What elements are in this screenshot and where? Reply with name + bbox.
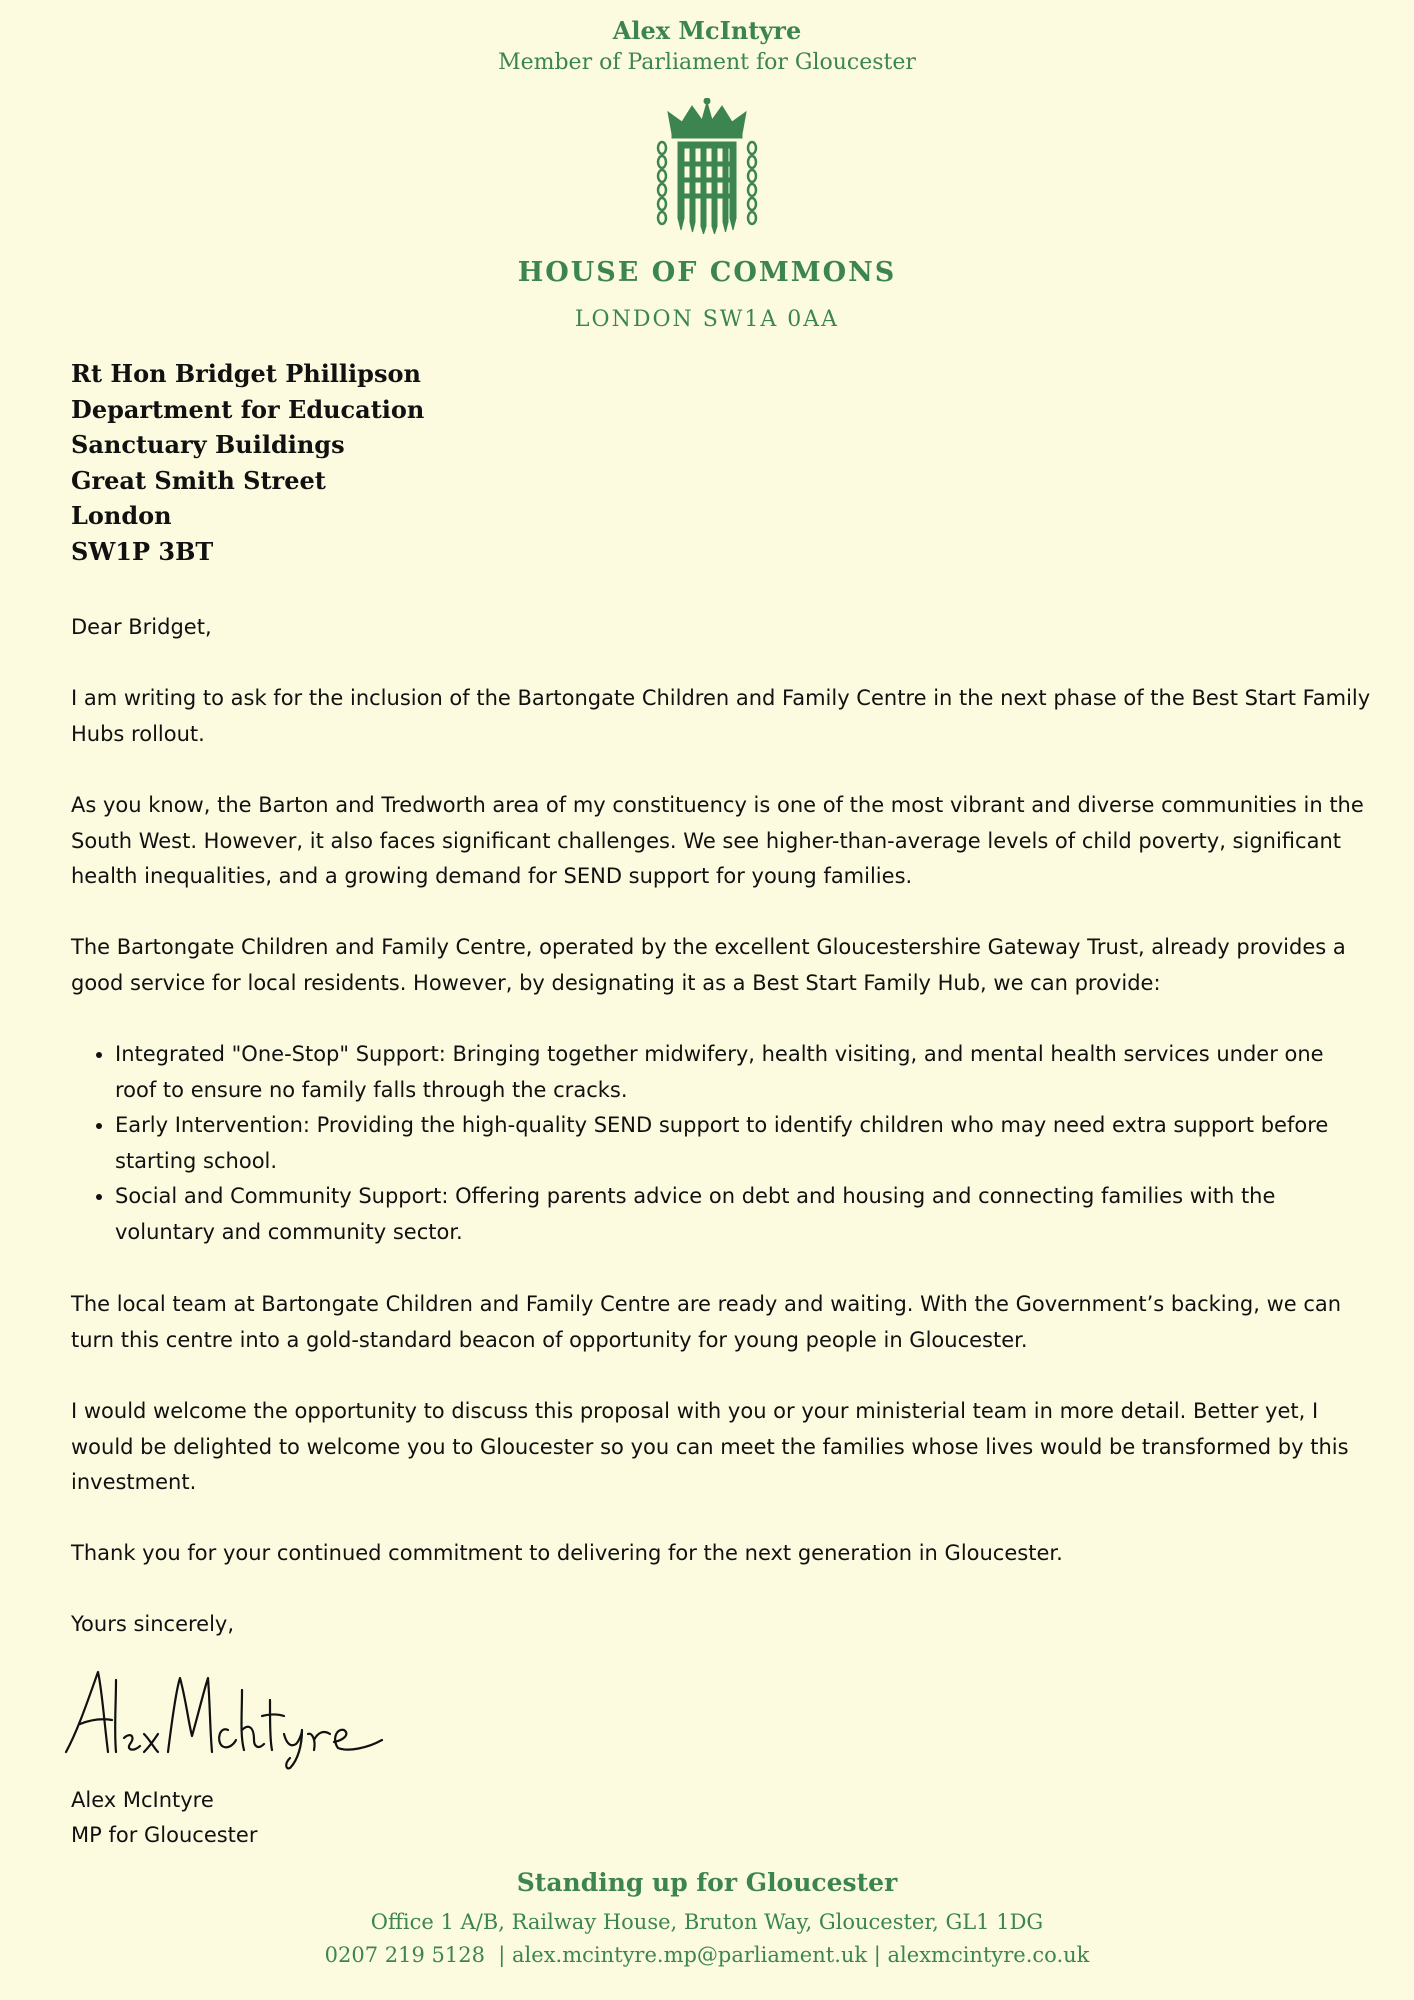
paragraph-text: I would welcome the opportunity to discuss this proposal with you or your ministerial team in more detail. Better yet, I would be delighted to welcome you to Gloucester so you can meet the families whose lives would be transformed by this investment. bbox=[71, 1399, 1349, 1494]
list-item: • Integrated "One-Stop" Support: Bringing together midwifery, health visiting, and mental health services under one roof to ensure no family falls through the cracks. bbox=[115, 1037, 1371, 1108]
recipient-address bbox=[71, 356, 424, 569]
paragraph-text: The local team at Bartongate Children and Family Centre are ready and waiting. With the Government’s backing, we can turn this centre into a gold-standard beacon of opportunity for young people in Gloucester. bbox=[71, 1292, 1342, 1352]
signoff-name: Alex McIntyre bbox=[71, 1788, 214, 1812]
list-item: • Early Intervention: Providing the high-quality SEND support to identify children who may need extra support before starting school. bbox=[115, 1108, 1371, 1179]
house-of-commons-heading: HOUSE OF COMMONS bbox=[517, 257, 897, 288]
benefits-list bbox=[71, 1037, 1371, 1250]
recipient-line: Great Smith Street bbox=[71, 465, 326, 495]
paragraph-5 bbox=[71, 1394, 1371, 1501]
paragraph-1 bbox=[71, 681, 1371, 752]
paragraph-4 bbox=[71, 1287, 1371, 1358]
mp-role: Member of Parliament for Gloucester bbox=[498, 50, 916, 75]
recipient-line: Sanctuary Buildings bbox=[71, 430, 345, 459]
closing: Yours sincerely, bbox=[71, 1612, 235, 1636]
paragraph-text: I am writing to ask for the inclusion of the Bartongate Children and Family Centre in the next phase of the Best Start Family Hubs rollout. bbox=[71, 686, 1371, 746]
house-address: LONDON SW1A 0AA bbox=[574, 307, 840, 332]
salutation: Dear Bridget, bbox=[71, 615, 212, 639]
paragraph-text: The Bartongate Children and Family Centre, operated by the excellent Gloucestershire Gateway Trust, already provides a good service for local residents. However, by designating it as a Best Start Family Hub, we can provide: bbox=[71, 935, 1346, 995]
letterhead bbox=[0, 14, 1414, 78]
footer-office-address: Office 1 A/B, Railway House, Bruton Way, Gloucester, GL1 1DG bbox=[370, 1910, 1044, 1934]
recipient-line: Department for Education bbox=[71, 394, 425, 424]
signoff-role: MP for Gloucester bbox=[71, 1823, 258, 1847]
footer-contact: 0207 219 5128 | alex.mcintyre.mp@parliament.uk | alexmcintyre.co.uk bbox=[324, 1943, 1090, 1967]
signature-image bbox=[58, 1660, 388, 1770]
portcullis-icon bbox=[650, 98, 764, 234]
paragraph-text: As you know, the Barton and Tredworth area of my constituency is one of the most vibrant and diverse communities in the South West. However, it also faces significant challenges. We see higher-than-average levels of child poverty, significant health inequalities, and a growing demand for SEND support for young families. bbox=[71, 793, 1364, 888]
recipient-line: London bbox=[71, 501, 172, 530]
paragraph-3 bbox=[71, 930, 1371, 1001]
list-item: • Social and Community Support: Offering parents advice on debt and housing and connecting families with the voluntary and community sector. bbox=[115, 1179, 1371, 1250]
footer-tagline: Standing up for Gloucester bbox=[516, 1868, 898, 1897]
paragraph-2 bbox=[71, 788, 1371, 895]
recipient-line: Rt Hon Bridget Phillipson bbox=[71, 359, 421, 388]
recipient-line: SW1P 3BT bbox=[71, 536, 214, 566]
paragraph-6: Thank you for your continued commitment to delivering for the next generation in Gloucester. bbox=[71, 1541, 1063, 1565]
mp-name: Alex McIntyre bbox=[612, 16, 802, 45]
